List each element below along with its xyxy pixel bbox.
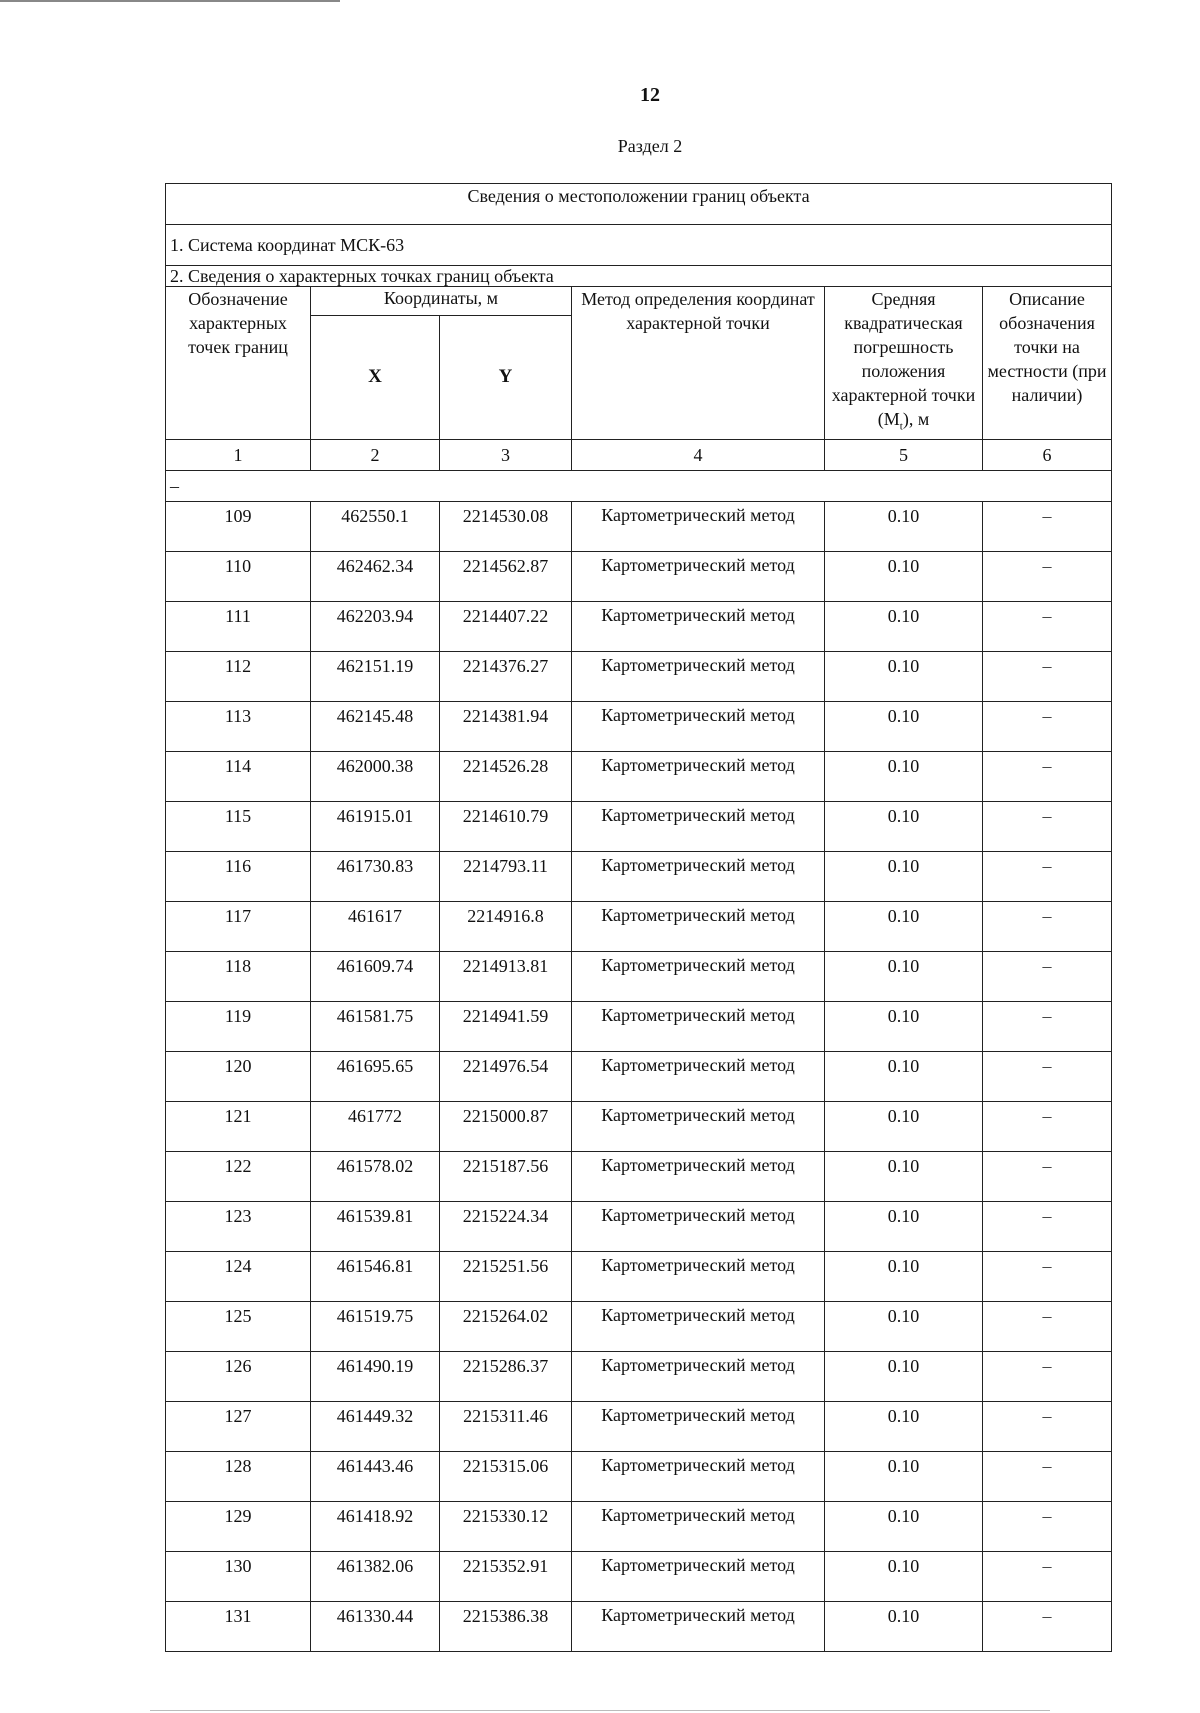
table-title-row: [166, 184, 1112, 225]
method: Картометрический метод: [572, 1351, 825, 1401]
table-row: [166, 1301, 1112, 1351]
table-row: [166, 1401, 1112, 1451]
separator-row: [166, 470, 1112, 501]
column-number: 5: [825, 439, 983, 470]
coord-x: 461581.75: [311, 1001, 440, 1051]
description: –: [983, 1451, 1112, 1501]
description: –: [983, 551, 1112, 601]
header-y: Y: [440, 316, 572, 440]
mean-error: 0.10: [825, 1501, 983, 1551]
coord-x: 462000.38: [311, 751, 440, 801]
table-row: [166, 701, 1112, 751]
column-numbers-row: [166, 439, 1112, 470]
method: Картометрический метод: [572, 1601, 825, 1651]
point-id: 121: [166, 1101, 311, 1151]
coord-x: 461772: [311, 1101, 440, 1151]
header-row: [166, 287, 1112, 316]
table-row: [166, 551, 1112, 601]
subsection-title: 2. Сведения о характерных точках границ объекта: [166, 266, 1112, 287]
table-row: [166, 1151, 1112, 1201]
point-id: 129: [166, 1501, 311, 1551]
column-number: 2: [311, 439, 440, 470]
coord-x: 462550.1: [311, 501, 440, 551]
point-id: 112: [166, 651, 311, 701]
mean-error: 0.10: [825, 851, 983, 901]
description: –: [983, 1351, 1112, 1401]
mean-error: 0.10: [825, 1601, 983, 1651]
coord-y: 2215315.06: [440, 1451, 572, 1501]
coord-y: 2214976.54: [440, 1051, 572, 1101]
method: Картометрический метод: [572, 1251, 825, 1301]
coord-x: 461539.81: [311, 1201, 440, 1251]
coord-y: 2215352.91: [440, 1551, 572, 1601]
coord-x: 461490.19: [311, 1351, 440, 1401]
table-row: [166, 951, 1112, 1001]
method: Картометрический метод: [572, 1051, 825, 1101]
point-id: 126: [166, 1351, 311, 1401]
coord-x: 462151.19: [311, 651, 440, 701]
coord-y: 2215311.46: [440, 1401, 572, 1451]
point-id: 117: [166, 901, 311, 951]
mean-error: 0.10: [825, 1151, 983, 1201]
coord-y: 2214562.87: [440, 551, 572, 601]
table-row: [166, 1251, 1112, 1301]
mean-error: 0.10: [825, 901, 983, 951]
coordinate-system: 1. Система координат МСК-63: [166, 225, 1112, 266]
table-row: [166, 1201, 1112, 1251]
table-row: [166, 801, 1112, 851]
point-id: 109: [166, 501, 311, 551]
coord-y: 2215187.56: [440, 1151, 572, 1201]
description: –: [983, 851, 1112, 901]
point-id: 130: [166, 1551, 311, 1601]
description: –: [983, 751, 1112, 801]
method: Картометрический метод: [572, 551, 825, 601]
header-method: Метод определения координат характерной точки: [572, 287, 825, 440]
mean-error: 0.10: [825, 1001, 983, 1051]
description: –: [983, 801, 1112, 851]
coord-x: 461449.32: [311, 1401, 440, 1451]
method: Картометрический метод: [572, 901, 825, 951]
coord-y: 2215251.56: [440, 1251, 572, 1301]
page-number: 12: [640, 84, 660, 106]
point-id: 124: [166, 1251, 311, 1301]
point-id: 116: [166, 851, 311, 901]
point-id: 123: [166, 1201, 311, 1251]
mean-error: 0.10: [825, 1401, 983, 1451]
coord-y: 2214530.08: [440, 501, 572, 551]
coord-y: 2215286.37: [440, 1351, 572, 1401]
coord-y: 2214407.22: [440, 601, 572, 651]
header-description: Описание обозначения точки на местности (при наличии): [983, 287, 1112, 440]
description: –: [983, 601, 1112, 651]
point-id: 119: [166, 1001, 311, 1051]
coord-y: 2214381.94: [440, 701, 572, 751]
mean-error: 0.10: [825, 1101, 983, 1151]
section-title: Раздел 2: [617, 136, 683, 156]
coord-x: 461915.01: [311, 801, 440, 851]
coord-y: 2215264.02: [440, 1301, 572, 1351]
point-id: 118: [166, 951, 311, 1001]
table-row: [166, 901, 1112, 951]
table-row: [166, 751, 1112, 801]
mean-error: 0.10: [825, 651, 983, 701]
mean-error: 0.10: [825, 1201, 983, 1251]
method: Картометрический метод: [572, 1101, 825, 1151]
coord-x: 461519.75: [311, 1301, 440, 1351]
coord-y: 2214913.81: [440, 951, 572, 1001]
description: –: [983, 651, 1112, 701]
method: Картометрический метод: [572, 851, 825, 901]
coord-y: 2214941.59: [440, 1001, 572, 1051]
table-row: [166, 1001, 1112, 1051]
method: Картометрический метод: [572, 1301, 825, 1351]
mean-error: 0.10: [825, 751, 983, 801]
mean-error: 0.10: [825, 1301, 983, 1351]
point-id: 110: [166, 551, 311, 601]
table-row: [166, 1051, 1112, 1101]
point-id: 120: [166, 1051, 311, 1101]
method: Картометрический метод: [572, 951, 825, 1001]
mean-error: 0.10: [825, 501, 983, 551]
coord-x: 462203.94: [311, 601, 440, 651]
description: –: [983, 1001, 1112, 1051]
coord-x: 461617: [311, 901, 440, 951]
method: Картометрический метод: [572, 1451, 825, 1501]
method: Картометрический метод: [572, 1201, 825, 1251]
scan-edge-line: [0, 0, 340, 2]
coord-x: 462462.34: [311, 551, 440, 601]
coord-y: 2214916.8: [440, 901, 572, 951]
method: Картометрический метод: [572, 1551, 825, 1601]
header-coordinates: Координаты, м: [311, 287, 572, 316]
point-id: 125: [166, 1301, 311, 1351]
header-x: X: [311, 316, 440, 440]
table-row: [166, 1551, 1112, 1601]
coord-y: 2214376.27: [440, 651, 572, 701]
description: –: [983, 1151, 1112, 1201]
column-number: 6: [983, 439, 1112, 470]
header-point-designation: Обозначение характерных точек границ: [166, 287, 311, 440]
method: Картометрический метод: [572, 751, 825, 801]
method: Картометрический метод: [572, 1001, 825, 1051]
method: Картометрический метод: [572, 1501, 825, 1551]
coord-x: 462145.48: [311, 701, 440, 751]
table-row: [166, 601, 1112, 651]
table-title: Сведения о местоположении границ объекта: [166, 184, 1112, 225]
description: –: [983, 951, 1112, 1001]
coord-y: 2214526.28: [440, 751, 572, 801]
boundary-points-table: [165, 183, 1112, 1652]
mean-error: 0.10: [825, 801, 983, 851]
table-row: [166, 851, 1112, 901]
mean-error: 0.10: [825, 1451, 983, 1501]
table-row: [166, 501, 1112, 551]
method: Картометрический метод: [572, 801, 825, 851]
description: –: [983, 901, 1112, 951]
description: –: [983, 501, 1112, 551]
description: –: [983, 1051, 1112, 1101]
coord-y: 2215224.34: [440, 1201, 572, 1251]
table-row: [166, 1601, 1112, 1651]
coord-x: 461546.81: [311, 1251, 440, 1301]
description: –: [983, 1301, 1112, 1351]
description: –: [983, 1601, 1112, 1651]
point-id: 113: [166, 701, 311, 751]
separator-dash: –: [166, 470, 1112, 501]
description: –: [983, 701, 1112, 751]
subsection-row: [166, 266, 1112, 287]
point-id: 128: [166, 1451, 311, 1501]
coord-y: 2215386.38: [440, 1601, 572, 1651]
point-id: 115: [166, 801, 311, 851]
mean-error: 0.10: [825, 1251, 983, 1301]
coord-y: 2214793.11: [440, 851, 572, 901]
table-row: [166, 1451, 1112, 1501]
table-row: [166, 1101, 1112, 1151]
coord-y: 2215000.87: [440, 1101, 572, 1151]
coord-y: 2215330.12: [440, 1501, 572, 1551]
mean-error: 0.10: [825, 601, 983, 651]
point-id: 131: [166, 1601, 311, 1651]
method: Картометрический метод: [572, 501, 825, 551]
coord-x: 461330.44: [311, 1601, 440, 1651]
coord-y: 2214610.79: [440, 801, 572, 851]
coord-x: 461382.06: [311, 1551, 440, 1601]
description: –: [983, 1501, 1112, 1551]
coord-x: 461730.83: [311, 851, 440, 901]
mean-error: 0.10: [825, 701, 983, 751]
method: Картометрический метод: [572, 651, 825, 701]
method: Картометрический метод: [572, 1151, 825, 1201]
method: Картометрический метод: [572, 1401, 825, 1451]
column-number: 1: [166, 439, 311, 470]
table-body: [166, 184, 1112, 1652]
table-row: [166, 1501, 1112, 1551]
column-number: 4: [572, 439, 825, 470]
coord-x: 461578.02: [311, 1151, 440, 1201]
method: Картометрический метод: [572, 601, 825, 651]
description: –: [983, 1101, 1112, 1151]
header-mean-error: Средняя квадратическая погрешность положения характерной точки $(M_t)$, м: [825, 287, 983, 440]
coord-x: 461695.65: [311, 1051, 440, 1101]
description: –: [983, 1251, 1112, 1301]
point-id: 111: [166, 601, 311, 651]
column-number: 3: [440, 439, 572, 470]
point-id: 127: [166, 1401, 311, 1451]
coord-x: 461443.46: [311, 1451, 440, 1501]
mean-error: 0.10: [825, 551, 983, 601]
description: –: [983, 1401, 1112, 1451]
method: Картометрический метод: [572, 701, 825, 751]
mean-error: 0.10: [825, 1051, 983, 1101]
point-id: 114: [166, 751, 311, 801]
point-id: 122: [166, 1151, 311, 1201]
coord-x: 461418.92: [311, 1501, 440, 1551]
coord-x: 461609.74: [311, 951, 440, 1001]
mean-error: 0.10: [825, 1351, 983, 1401]
mean-error: 0.10: [825, 1551, 983, 1601]
table-row: [166, 1351, 1112, 1401]
scan-bottom-line: [150, 1710, 1050, 1711]
mean-error: 0.10: [825, 951, 983, 1001]
description: –: [983, 1201, 1112, 1251]
table-row: [166, 651, 1112, 701]
description: –: [983, 1551, 1112, 1601]
coordinate-system-row: [166, 225, 1112, 266]
